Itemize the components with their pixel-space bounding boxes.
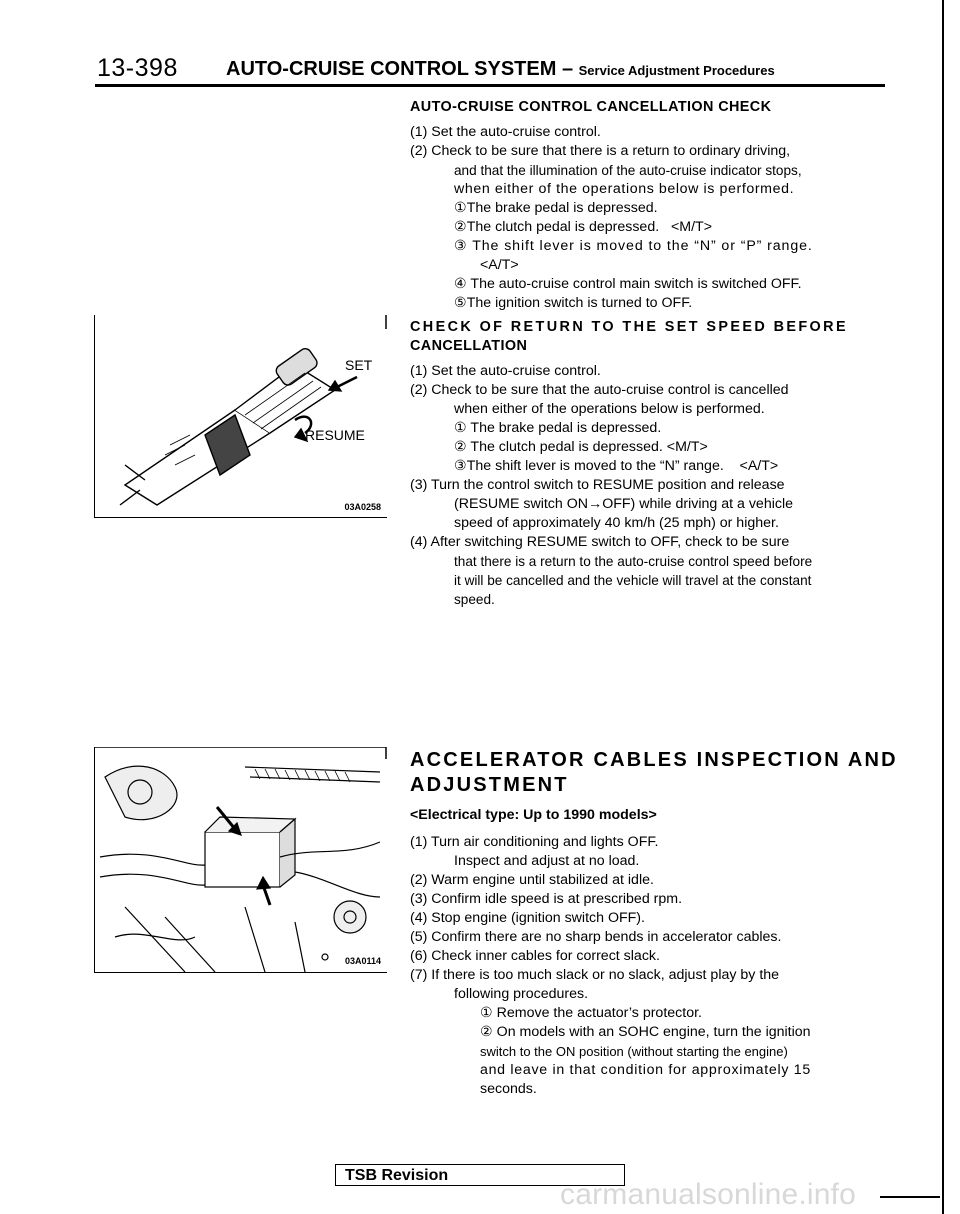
- section-cancellation-check: [410, 98, 885, 313]
- step-1: (1) Set the auto-cruise control.: [410, 363, 601, 379]
- section-return-set-speed: [410, 318, 885, 609]
- figure-cruise-lever: [94, 315, 387, 518]
- step-4-cont: that there is a return to the auto-cruise control speed before: [454, 554, 813, 569]
- sub-item-2: ②The clutch pedal is depressed. <M/T>: [454, 219, 712, 235]
- sub-item-3: ③The shift lever is moved to the “N” range. <A/T>: [454, 458, 779, 474]
- sub-item-4: ④ The auto-cruise control main switch is switched OFF.: [454, 276, 802, 292]
- step-1: (1) Set the auto-cruise control.: [410, 124, 601, 140]
- section-title-cont: CANCELLATION: [410, 338, 528, 354]
- watermark-link[interactable]: carmanualsonline.info: [560, 1178, 857, 1211]
- sub-item-2-cont: seconds.: [480, 1081, 537, 1097]
- step-2: (2) Check to be sure that there is a return to ordinary driving,: [410, 143, 791, 159]
- section-accelerator-cables: [410, 748, 898, 1099]
- page-edge-line: [942, 0, 944, 1214]
- section-title-cont: ADJUSTMENT: [410, 774, 569, 796]
- chapter-subtitle: Service Adjustment Procedures: [578, 63, 775, 78]
- sub-item-1: ①The brake pedal is depressed.: [454, 200, 658, 216]
- chapter-title: [226, 58, 775, 81]
- step-2: (2) Warm engine until stabilized at idle.: [410, 872, 654, 888]
- sub-item-2: ② The clutch pedal is depressed. <M/T>: [454, 439, 708, 455]
- step-4: (4) Stop engine (ignition switch OFF).: [410, 910, 645, 926]
- chapter-title-text: AUTO-CRUISE CONTROL SYSTEM: [226, 58, 557, 80]
- step-3: (3) Turn the control switch to RESUME position and release: [410, 477, 785, 493]
- engine-bay-illustration: [95, 747, 387, 972]
- figure-engine-bay: [94, 747, 387, 973]
- step-1-cont: Inspect and adjust at no load.: [454, 853, 640, 869]
- step-6: (6) Check inner cables for correct slack.: [410, 948, 660, 964]
- bottom-corner-rule: [880, 1196, 940, 1198]
- section-subtitle: <Electrical type: Up to 1990 models>: [410, 807, 657, 823]
- tsb-revision-box: TSB Revision: [335, 1164, 625, 1186]
- title-dash: –: [556, 58, 579, 80]
- cruise-lever-illustration: [95, 315, 387, 517]
- step-2-cont: when either of the operations below is performed.: [454, 401, 765, 417]
- sub-item-1: ① The brake pedal is depressed.: [454, 420, 662, 436]
- sub-item-3-cont: <A/T>: [480, 257, 519, 273]
- figure-code: 03A0114: [344, 956, 381, 966]
- step-4-cont: it will be cancelled and the vehicle will travel at the constant: [454, 573, 812, 588]
- page-number: 13-398: [97, 54, 178, 82]
- step-3-cont: speed of approximately 40 km/h (25 mph) or higher.: [454, 515, 779, 531]
- step-1: (1) Turn air conditioning and lights OFF.: [410, 834, 659, 850]
- step-2-cont: and that the illumination of the auto-cruise indicator stops,: [454, 163, 802, 178]
- sub-item-5: ⑤The ignition switch is turned to OFF.: [454, 295, 693, 311]
- step-5: (5) Confirm there are no sharp bends in accelerator cables.: [410, 929, 782, 945]
- sub-item-2-cont: switch to the ON position (without starting the engine): [480, 1044, 788, 1059]
- step-2: (2) Check to be sure that the auto-cruise control is cancelled: [410, 382, 789, 398]
- figure-code: 03A0258: [344, 502, 381, 512]
- sub-item-2: ② On models with an SOHC engine, turn the ignition: [480, 1024, 811, 1040]
- section-title: ACCELERATOR CABLES INSPECTION AND: [410, 749, 898, 771]
- step-7-cont: following procedures.: [454, 986, 589, 1002]
- sub-item-2-cont: and leave in that condition for approximately 15: [480, 1062, 811, 1078]
- header-rule: [95, 84, 885, 87]
- label-resume: RESUME: [305, 427, 365, 443]
- sub-item-3: ③ The shift lever is moved to the “N” or “P” range.: [454, 238, 813, 254]
- step-4: (4) After switching RESUME switch to OFF, check to be sure: [410, 534, 790, 550]
- step-7: (7) If there is too much slack or no slack, adjust play by the: [410, 967, 780, 983]
- section-title: CHECK OF RETURN TO THE SET SPEED BEFORE: [410, 319, 848, 335]
- sub-item-1: ① Remove the actuator’s protector.: [480, 1005, 702, 1021]
- step-3: (3) Confirm idle speed is at prescribed rpm.: [410, 891, 683, 907]
- label-set: SET: [345, 357, 373, 373]
- section-title: AUTO-CRUISE CONTROL CANCELLATION CHECK: [410, 99, 772, 115]
- step-4-cont: speed.: [454, 592, 495, 607]
- step-2-cont: when either of the operations below is performed.: [454, 181, 795, 197]
- step-3-cont: (RESUME switch ON→OFF) while driving at a vehicle: [454, 496, 794, 512]
